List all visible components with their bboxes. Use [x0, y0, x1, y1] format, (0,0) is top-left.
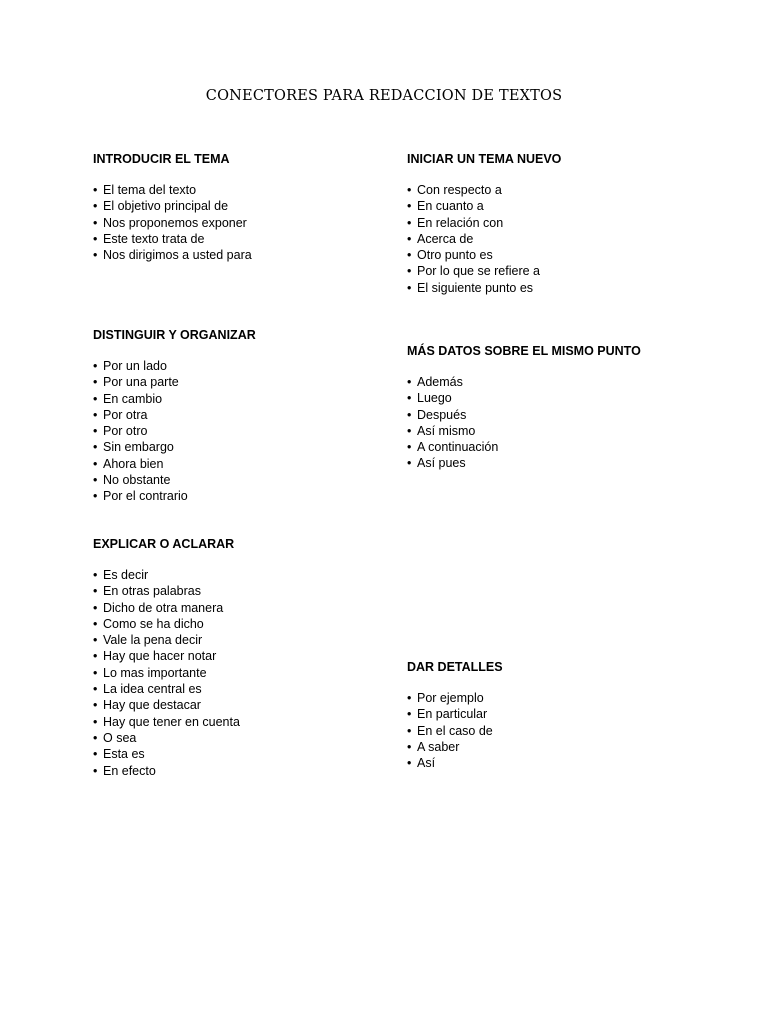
- section-heading: MÁS DATOS SOBRE EL MISMO PUNTO: [407, 344, 641, 358]
- list-item: • Por otra: [93, 407, 256, 423]
- list-item: • Ahora bien: [93, 456, 256, 472]
- list-item: • En el caso de: [407, 723, 503, 739]
- list-item: • Con respecto a: [407, 182, 561, 198]
- section-introducir-el-tema: [93, 151, 252, 263]
- list-item: • Esta es: [93, 746, 240, 762]
- list-item: • La idea central es: [93, 681, 240, 697]
- list-item: • Por ejemplo: [407, 690, 503, 706]
- list-item: • Luego: [407, 390, 641, 406]
- connector-list: [93, 182, 252, 263]
- list-item: • Por lo que se refiere a: [407, 263, 561, 279]
- list-item: • Por un lado: [93, 358, 256, 374]
- list-item: • No obstante: [93, 472, 256, 488]
- list-item: • Otro punto es: [407, 247, 561, 263]
- section-heading: DAR DETALLES: [407, 660, 503, 674]
- list-item: • Este texto trata de: [93, 231, 252, 247]
- list-item: • El objetivo principal de: [93, 198, 252, 214]
- connector-list: [407, 182, 561, 296]
- list-item: • En particular: [407, 706, 503, 722]
- list-item: • Nos dirigimos a usted para: [93, 247, 252, 263]
- list-item: • Sin embargo: [93, 439, 256, 455]
- list-item: • Hay que hacer notar: [93, 648, 240, 664]
- section-explicar-o-aclarar: [93, 536, 240, 779]
- list-item: • Hay que tener en cuenta: [93, 714, 240, 730]
- section-dar-detalles: [407, 659, 503, 771]
- list-item: • A continuación: [407, 439, 641, 455]
- section-heading: INICIAR UN TEMA NUEVO: [407, 152, 562, 166]
- section-heading: INTRODUCIR EL TEMA: [93, 152, 230, 166]
- list-item: • Así pues: [407, 455, 641, 471]
- connector-list: [407, 690, 503, 771]
- list-item: • A saber: [407, 739, 503, 755]
- list-item: • Por otro: [93, 423, 256, 439]
- list-item: • Acerca de: [407, 231, 561, 247]
- list-item: • El tema del texto: [93, 182, 252, 198]
- section-heading: EXPLICAR O ACLARAR: [93, 537, 235, 551]
- list-item: • Como se ha dicho: [93, 616, 240, 632]
- list-item: • En cambio: [93, 391, 256, 407]
- list-item: • Lo mas importante: [93, 665, 240, 681]
- list-item: • Es decir: [93, 567, 240, 583]
- list-item: • Además: [407, 374, 641, 390]
- list-item: • Así mismo: [407, 423, 641, 439]
- list-item: • Después: [407, 407, 641, 423]
- section-mas-datos: [407, 343, 641, 472]
- list-item: • Por una parte: [93, 374, 256, 390]
- list-item: • Vale la pena decir: [93, 632, 240, 648]
- list-item: • En relación con: [407, 215, 561, 231]
- list-item: • Nos proponemos exponer: [93, 215, 252, 231]
- connector-list: [93, 567, 240, 779]
- list-item: • Hay que destacar: [93, 697, 240, 713]
- section-distinguir-y-organizar: [93, 327, 256, 505]
- list-item: • El siguiente punto es: [407, 280, 561, 296]
- section-heading: DISTINGUIR Y ORGANIZAR: [93, 328, 256, 342]
- section-iniciar-un-tema-nuevo: [407, 151, 561, 296]
- list-item: • Por el contrario: [93, 488, 256, 504]
- list-item: • En otras palabras: [93, 583, 240, 599]
- connector-list: [407, 374, 641, 472]
- list-item: • O sea: [93, 730, 240, 746]
- list-item: • En efecto: [93, 763, 240, 779]
- list-item: • Dicho de otra manera: [93, 600, 240, 616]
- connector-list: [93, 358, 256, 505]
- page-title: CONECTORES PARA REDACCION DE TEXTOS: [205, 88, 563, 104]
- list-item: • En cuanto a: [407, 198, 561, 214]
- list-item: • Así: [407, 755, 503, 771]
